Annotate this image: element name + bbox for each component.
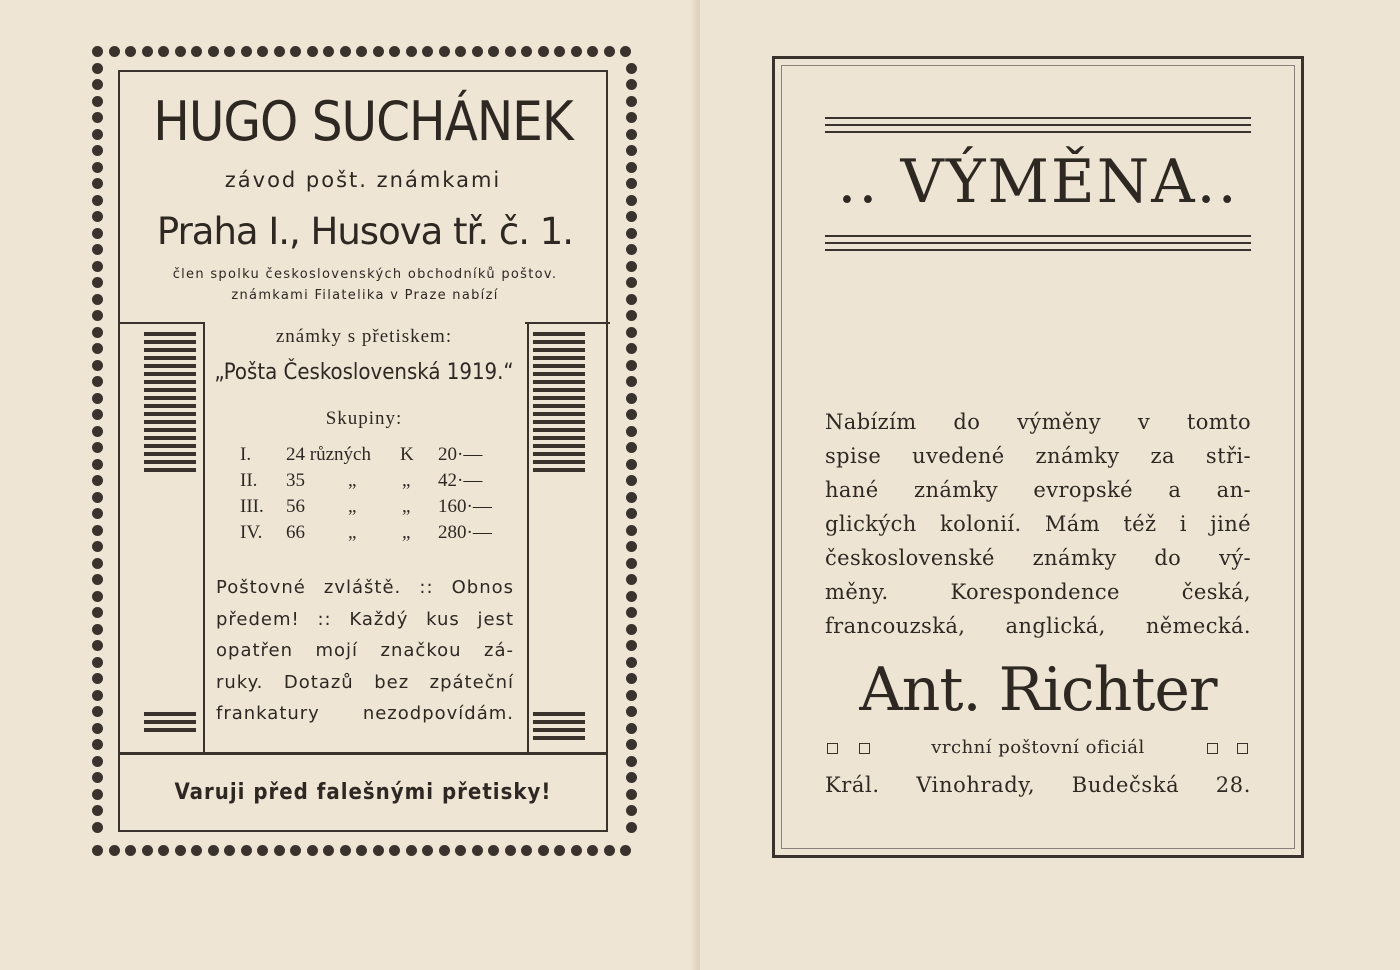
border-dot	[626, 393, 637, 404]
ditto-mark: „	[348, 496, 357, 517]
border-dot	[626, 508, 637, 519]
border-dot	[626, 690, 637, 701]
border-dot	[373, 845, 384, 856]
advertiser-name: Ant. Richter	[859, 655, 1217, 725]
border-dot	[626, 591, 637, 602]
border-dot	[257, 46, 268, 57]
border-dot	[626, 228, 637, 239]
border-dot	[92, 129, 103, 140]
advertiser-address: Král. Vinohrady, Budečská 28.	[825, 773, 1251, 797]
border-dot	[191, 845, 202, 856]
border-dot	[92, 756, 103, 767]
stripe-bar	[533, 396, 585, 400]
border-dot	[626, 211, 637, 222]
advertiser-name: HUGO SUCHÁNEK	[153, 90, 573, 153]
group-number: IV.	[240, 522, 263, 543]
border-dot	[323, 46, 334, 57]
terms-line: frankatury nezodpovídám.	[216, 703, 514, 724]
border-dot	[389, 46, 400, 57]
border-dot	[92, 162, 103, 173]
border-dot	[439, 845, 450, 856]
left-ornament-panel	[120, 322, 205, 754]
border-dot	[92, 591, 103, 602]
stripe-bar	[144, 332, 196, 336]
terms-paragraph	[216, 572, 514, 730]
group-number: III.	[240, 496, 264, 517]
stripe-bar	[144, 728, 196, 732]
stripe-bar	[144, 388, 196, 392]
stripe-bar	[533, 372, 585, 376]
border-dot	[92, 79, 103, 90]
rule-line	[825, 249, 1251, 251]
body-line: československé známky do vý-	[825, 546, 1251, 570]
border-dot	[307, 845, 318, 856]
border-dot	[455, 845, 466, 856]
border-dot	[109, 845, 120, 856]
border-dot	[92, 673, 103, 684]
border-dot	[626, 558, 637, 569]
border-dot	[472, 845, 483, 856]
stripe-bar	[144, 468, 196, 472]
border-dot	[92, 845, 103, 856]
border-dot	[142, 845, 153, 856]
border-dot	[626, 772, 637, 783]
border-dot	[92, 294, 103, 305]
body-line: spise uvedené známky za stři-	[825, 444, 1251, 468]
terms-line: předem! :: Každý kus jest	[216, 608, 514, 630]
offer-heading: známky s přetiskem:	[275, 326, 453, 347]
stripe-bar	[533, 460, 585, 464]
exchange-title: .. VÝMĚNA..	[837, 147, 1239, 217]
border-dot	[626, 63, 637, 74]
advertiser-address: Praha I., Husova tř. č. 1.	[156, 210, 574, 253]
stripe-bar	[144, 372, 196, 376]
border-dot	[488, 845, 499, 856]
rule-line	[825, 235, 1251, 237]
border-dot	[356, 845, 367, 856]
stripe-ornament	[144, 712, 196, 736]
border-dot	[626, 624, 637, 635]
border-dot	[92, 640, 103, 651]
border-dot	[92, 624, 103, 635]
border-dot	[274, 46, 285, 57]
border-dot	[92, 822, 103, 833]
ditto-mark: „	[402, 496, 411, 517]
border-dot	[626, 244, 637, 255]
border-dot	[290, 845, 301, 856]
border-dot	[626, 673, 637, 684]
border-dot	[626, 426, 637, 437]
border-dot	[92, 525, 103, 536]
body-line: hané známky evropské a an-	[825, 478, 1251, 502]
border-dot	[92, 442, 103, 453]
membership-line: člen spolku československých obchodníků poštov.	[172, 267, 558, 282]
border-dot	[92, 310, 103, 321]
body-line: francouzská, anglická, německá.	[825, 614, 1251, 638]
border-dot	[92, 558, 103, 569]
border-dot	[208, 46, 219, 57]
border-dot	[92, 195, 103, 206]
border-dot	[92, 327, 103, 338]
border-dot	[323, 845, 334, 856]
stripe-bar	[533, 428, 585, 432]
rule-line	[825, 131, 1251, 133]
border-dot	[626, 525, 637, 536]
stripe-ornament	[144, 332, 196, 476]
stripe-bar	[144, 436, 196, 440]
group-price: 280·—	[438, 522, 492, 543]
border-dot	[626, 277, 637, 288]
group-count: 24 různých	[286, 444, 371, 465]
border-dot	[626, 261, 637, 272]
border-dot	[626, 706, 637, 717]
advertiser-role: vrchní poštovní oficiál	[931, 737, 1145, 758]
border-dot	[406, 46, 417, 57]
border-dot	[109, 46, 120, 57]
body-line: Nabízím do výměny v tomto	[825, 410, 1251, 434]
stripe-bar	[533, 712, 585, 716]
border-dot	[92, 343, 103, 354]
border-dot	[626, 129, 637, 140]
border-dot	[92, 805, 103, 816]
border-dot	[604, 46, 615, 57]
business-description: závod pošt. známkami	[224, 168, 502, 192]
border-dot	[626, 79, 637, 90]
border-dot	[92, 409, 103, 420]
border-dot	[626, 723, 637, 734]
stripe-bar	[144, 404, 196, 408]
ditto-mark: „	[402, 470, 411, 491]
currency: K	[400, 444, 414, 465]
border-dot	[92, 211, 103, 222]
border-dot	[92, 508, 103, 519]
border-dot	[626, 327, 637, 338]
group-number: II.	[240, 470, 258, 491]
border-dot	[505, 845, 516, 856]
border-dot	[626, 789, 637, 800]
border-dot	[538, 845, 549, 856]
border-dot	[175, 845, 186, 856]
group-price: 42·—	[438, 470, 483, 491]
group-count: 66	[286, 522, 305, 543]
stripe-bar	[144, 348, 196, 352]
divider-rule	[120, 752, 606, 755]
border-dot	[92, 541, 103, 552]
stripe-bar	[533, 452, 585, 456]
body-line: glických kolonií. Mám též i jiné	[825, 512, 1251, 536]
suchanek-advertisement	[118, 70, 608, 832]
border-dot	[257, 845, 268, 856]
terms-line: opatřen mojí značkou zá-	[216, 640, 514, 661]
border-dot	[241, 845, 252, 856]
border-dot	[538, 46, 549, 57]
border-dot	[92, 393, 103, 404]
stripe-bar	[533, 720, 585, 724]
border-dot	[626, 492, 637, 503]
border-dot	[92, 360, 103, 371]
membership-note	[124, 264, 606, 306]
border-dot	[626, 739, 637, 750]
advertiser-role-row	[825, 737, 1251, 763]
ditto-mark: „	[348, 522, 357, 543]
border-dot	[224, 46, 235, 57]
border-dot	[92, 690, 103, 701]
groups-heading: Skupiny:	[325, 408, 403, 429]
border-dot	[626, 475, 637, 486]
stripe-bar	[533, 412, 585, 416]
stripe-bar	[533, 444, 585, 448]
border-dot	[626, 409, 637, 420]
border-dot	[92, 426, 103, 437]
border-dot	[620, 46, 631, 57]
stripe-bar	[144, 444, 196, 448]
border-dot	[307, 46, 318, 57]
border-dot	[626, 459, 637, 470]
body-line: měny. Korespondence česká,	[825, 580, 1251, 604]
stripe-bar	[144, 356, 196, 360]
stripe-bar	[533, 388, 585, 392]
border-dot	[340, 46, 351, 57]
stripe-bar	[144, 396, 196, 400]
group-count: 35	[286, 470, 305, 491]
border-dot	[92, 706, 103, 717]
group-number: I.	[240, 444, 252, 465]
stripe-bar	[533, 348, 585, 352]
border-dot	[626, 640, 637, 651]
border-dot	[92, 475, 103, 486]
border-dot	[626, 310, 637, 321]
border-dot	[92, 574, 103, 585]
stripe-bar	[533, 356, 585, 360]
border-dot	[92, 789, 103, 800]
stripe-bar	[533, 404, 585, 408]
border-dot	[626, 112, 637, 123]
square-ornament-icon	[1207, 743, 1218, 754]
border-dot	[626, 294, 637, 305]
border-dot	[626, 574, 637, 585]
group-price: 160·—	[438, 496, 492, 517]
border-dot	[626, 96, 637, 107]
border-dot	[488, 46, 499, 57]
stripe-bar	[533, 364, 585, 368]
border-dot	[422, 46, 433, 57]
stripe-bar	[144, 412, 196, 416]
stripe-bar	[144, 420, 196, 424]
overprint-name: „Pošta Československá 1919.“	[214, 360, 514, 385]
border-dot	[604, 845, 615, 856]
border-dot	[274, 845, 285, 856]
title-top-rules	[825, 117, 1251, 138]
border-dot	[92, 228, 103, 239]
border-dot	[521, 845, 532, 856]
border-dot	[92, 739, 103, 750]
stripe-bar	[144, 428, 196, 432]
border-dot	[92, 607, 103, 618]
border-dot	[92, 492, 103, 503]
border-dot	[626, 162, 637, 173]
border-dot	[626, 360, 637, 371]
exchange-offer-text	[825, 405, 1251, 643]
stripe-bar	[144, 712, 196, 716]
border-dot	[208, 845, 219, 856]
stripe-bar	[533, 420, 585, 424]
rule-line	[825, 242, 1251, 244]
stripe-bar	[533, 736, 585, 740]
border-dot	[224, 845, 235, 856]
rule-line	[825, 124, 1251, 126]
border-dot	[626, 442, 637, 453]
square-ornament-icon	[1237, 743, 1248, 754]
border-dot	[191, 46, 202, 57]
border-dot	[406, 845, 417, 856]
border-dot	[626, 178, 637, 189]
border-dot	[92, 277, 103, 288]
border-dot	[571, 845, 582, 856]
border-dot	[356, 46, 367, 57]
border-dot	[626, 145, 637, 156]
forgery-warning: Varuji před falešnými přetisky!	[174, 780, 552, 805]
border-dot	[92, 63, 103, 74]
stripe-bar	[533, 340, 585, 344]
border-dot	[373, 46, 384, 57]
stripe-ornament	[533, 332, 585, 476]
stripe-bar	[144, 720, 196, 724]
border-dot	[626, 376, 637, 387]
border-dot	[125, 46, 136, 57]
right-ornament-panel	[525, 322, 610, 754]
border-dot	[626, 822, 637, 833]
border-dot	[92, 459, 103, 470]
border-dot	[92, 723, 103, 734]
border-dot	[439, 46, 450, 57]
stripe-bar	[533, 728, 585, 732]
border-dot	[422, 845, 433, 856]
border-dot	[125, 845, 136, 856]
ditto-mark: „	[402, 522, 411, 543]
stripe-bar	[144, 452, 196, 456]
stripe-bar	[144, 380, 196, 384]
border-dot	[158, 46, 169, 57]
border-dot	[92, 376, 103, 387]
border-dot	[626, 756, 637, 767]
border-dot	[92, 244, 103, 255]
border-dot	[290, 46, 301, 57]
border-dot	[92, 96, 103, 107]
stripe-bar	[533, 332, 585, 336]
border-dot	[158, 845, 169, 856]
border-dot	[626, 195, 637, 206]
border-dot	[626, 657, 637, 668]
stripe-bar	[144, 340, 196, 344]
border-dot	[587, 46, 598, 57]
exchange-advertisement	[772, 56, 1304, 858]
border-dot	[587, 845, 598, 856]
border-dot	[92, 145, 103, 156]
rule-line	[825, 117, 1251, 119]
group-count: 56	[286, 496, 305, 517]
terms-line: Poštovné zvláště. :: Obnos	[216, 577, 514, 598]
stripe-bar	[533, 380, 585, 384]
stripe-bar	[533, 468, 585, 472]
border-dot	[571, 46, 582, 57]
border-dot	[175, 46, 186, 57]
stripe-ornament	[533, 712, 585, 744]
membership-line: známkami Filatelika v Praze nabízí	[231, 288, 499, 303]
border-dot	[620, 845, 631, 856]
terms-line: ruky. Dotazů bez zpáteční	[216, 671, 514, 693]
border-dot	[521, 46, 532, 57]
border-dot	[626, 343, 637, 354]
border-dot	[626, 541, 637, 552]
border-dot	[554, 46, 565, 57]
stripe-bar	[533, 436, 585, 440]
border-dot	[472, 46, 483, 57]
border-dot	[505, 46, 516, 57]
ditto-mark: „	[348, 470, 357, 491]
border-dot	[626, 607, 637, 618]
border-dot	[92, 657, 103, 668]
border-dot	[142, 46, 153, 57]
border-dot	[92, 261, 103, 272]
border-dot	[455, 46, 466, 57]
title-bottom-rules	[825, 235, 1251, 256]
border-dot	[554, 845, 565, 856]
border-dot	[92, 112, 103, 123]
border-dot	[92, 46, 103, 57]
border-dot	[340, 845, 351, 856]
stripe-bar	[144, 364, 196, 368]
border-dot	[389, 845, 400, 856]
border-dot	[92, 772, 103, 783]
group-price: 20·—	[438, 444, 483, 465]
stripe-bar	[144, 460, 196, 464]
border-dot	[241, 46, 252, 57]
border-dot	[92, 178, 103, 189]
border-dot	[626, 805, 637, 816]
